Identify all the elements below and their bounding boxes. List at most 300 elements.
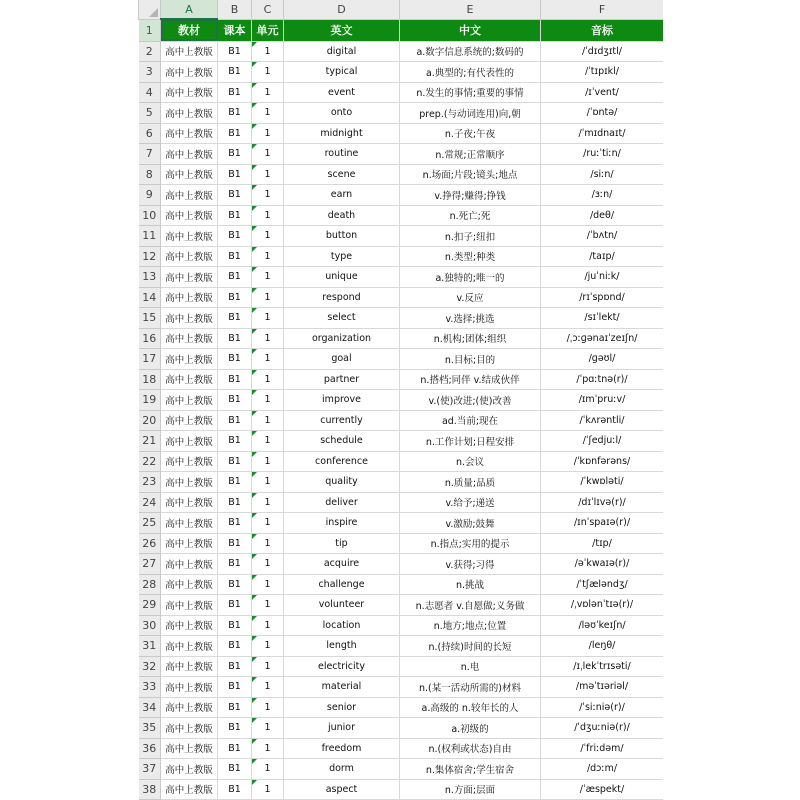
cell-chinese[interactable]: v.激励;鼓舞 (400, 513, 541, 534)
cell-unit[interactable]: 1 (252, 267, 284, 288)
cell-book[interactable]: B1 (218, 349, 252, 370)
cell-chinese[interactable]: a.独特的;唯一的 (400, 267, 541, 288)
table-row (139, 226, 664, 247)
cell-english[interactable]: death (284, 205, 400, 226)
table-row (139, 410, 664, 431)
cell-textbook[interactable]: 高中上教版 (161, 615, 218, 636)
cell-phonetic[interactable]: /rɪˈspɒnd/ (541, 287, 664, 308)
cell-unit[interactable]: 1 (252, 718, 284, 739)
cell-english[interactable]: senior (284, 697, 400, 718)
cell-textbook[interactable]: 高中上教版 (161, 267, 218, 288)
cell-textbook[interactable]: 高中上教版 (161, 779, 218, 800)
cell-phonetic[interactable]: /ˈtɪpɪkl/ (541, 62, 664, 83)
cell-book[interactable]: B1 (218, 410, 252, 431)
cell-book[interactable]: B1 (218, 308, 252, 329)
cell-textbook[interactable]: 高中上教版 (161, 533, 218, 554)
cell-book[interactable]: B1 (218, 636, 252, 657)
cell-textbook[interactable]: 高中上教版 (161, 574, 218, 595)
cell-unit[interactable]: 1 (252, 328, 284, 349)
cell-phonetic[interactable]: /ˈmɪdnaɪt/ (541, 123, 664, 144)
row-header[interactable]: 19 (139, 390, 161, 411)
cell-english[interactable]: onto (284, 103, 400, 124)
cell-chinese[interactable]: prep.(与动词连用)向,朝 (400, 103, 541, 124)
cell-chinese[interactable]: n.志愿者 v.自愿做;义务做 (400, 595, 541, 616)
cell-english[interactable]: freedom (284, 738, 400, 759)
table-row (139, 697, 664, 718)
cell-unit[interactable]: 1 (252, 123, 284, 144)
cell-unit[interactable]: 1 (252, 574, 284, 595)
cell-book[interactable]: B1 (218, 738, 252, 759)
cell-textbook[interactable]: 高中上教版 (161, 451, 218, 472)
cell-chinese[interactable]: n.(权利或状态)自由 (400, 738, 541, 759)
row-header[interactable]: 16 (139, 328, 161, 349)
column-header-e[interactable]: E (400, 0, 541, 19)
row-header[interactable]: 2 (139, 41, 161, 62)
cell-textbook[interactable]: 高中上教版 (161, 246, 218, 267)
cell-textbook[interactable]: 高中上教版 (161, 472, 218, 493)
cell-unit[interactable]: 1 (252, 513, 284, 534)
cell-phonetic[interactable]: /ˈbʌtn/ (541, 226, 664, 247)
cell-english[interactable]: type (284, 246, 400, 267)
row-header[interactable]: 12 (139, 246, 161, 267)
cell-textbook[interactable]: 高中上教版 (161, 205, 218, 226)
cell-book[interactable]: B1 (218, 595, 252, 616)
cell-chinese[interactable]: a.初级的 (400, 718, 541, 739)
spreadsheet-table (138, 0, 663, 800)
cell-english[interactable]: event (284, 82, 400, 103)
cell-unit[interactable]: 1 (252, 554, 284, 575)
header-cell-unit[interactable]: 单元 (252, 19, 284, 41)
row-header[interactable]: 32 (139, 656, 161, 677)
cell-english[interactable]: unique (284, 267, 400, 288)
cell-unit[interactable]: 1 (252, 369, 284, 390)
cell-chinese[interactable]: n.扣子;纽扣 (400, 226, 541, 247)
cell-textbook[interactable]: 高中上教版 (161, 144, 218, 165)
cell-phonetic[interactable]: /ˌɔːɡənaɪˈzeɪʃn/ (541, 328, 664, 349)
cell-book[interactable]: B1 (218, 390, 252, 411)
table-row (139, 738, 664, 759)
cell-textbook[interactable]: 高中上教版 (161, 636, 218, 657)
cell-unit[interactable]: 1 (252, 41, 284, 62)
cell-phonetic[interactable]: /ɪˈvent/ (541, 82, 664, 103)
table-row (139, 185, 664, 206)
cell-unit[interactable]: 1 (252, 349, 284, 370)
cell-unit[interactable]: 1 (252, 472, 284, 493)
cell-phonetic[interactable]: /əˈkwaɪə(r)/ (541, 554, 664, 575)
cell-book[interactable]: B1 (218, 369, 252, 390)
cell-unit[interactable]: 1 (252, 246, 284, 267)
cell-unit[interactable]: 1 (252, 615, 284, 636)
spreadsheet-grid[interactable] (138, 0, 663, 800)
cell-english[interactable]: material (284, 677, 400, 698)
row-header[interactable]: 7 (139, 144, 161, 165)
cell-phonetic[interactable]: /ɡəʊl/ (541, 349, 664, 370)
row-header[interactable]: 21 (139, 431, 161, 452)
cell-textbook[interactable]: 高中上教版 (161, 185, 218, 206)
cell-phonetic[interactable]: /taɪp/ (541, 246, 664, 267)
cell-unit[interactable]: 1 (252, 287, 284, 308)
cell-phonetic[interactable]: /ˈkɒnfərəns/ (541, 451, 664, 472)
cell-phonetic[interactable]: /juˈniːk/ (541, 267, 664, 288)
select-all-corner[interactable] (139, 0, 161, 19)
column-header-c[interactable]: C (252, 0, 284, 19)
cell-unit[interactable]: 1 (252, 738, 284, 759)
table-header-row (139, 19, 664, 41)
row-header[interactable]: 10 (139, 205, 161, 226)
cell-chinese[interactable]: v.挣得;赚得;挣钱 (400, 185, 541, 206)
cell-phonetic[interactable]: /ˈfriːdəm/ (541, 738, 664, 759)
cell-english[interactable]: electricity (284, 656, 400, 677)
cell-unit[interactable]: 1 (252, 431, 284, 452)
cell-phonetic[interactable]: /ˈkʌrəntli/ (541, 410, 664, 431)
cell-english[interactable]: conference (284, 451, 400, 472)
cell-english[interactable]: improve (284, 390, 400, 411)
cell-book[interactable]: B1 (218, 513, 252, 534)
cell-chinese[interactable]: n.地方;地点;位置 (400, 615, 541, 636)
cell-book[interactable]: B1 (218, 677, 252, 698)
cell-unit[interactable]: 1 (252, 62, 284, 83)
cell-chinese[interactable]: a.高级的 n.较年长的人 (400, 697, 541, 718)
cell-chinese[interactable]: n.搭档;同伴 v.结成伙伴 (400, 369, 541, 390)
cell-textbook[interactable]: 高中上教版 (161, 103, 218, 124)
header-cell-book[interactable]: 课本 (218, 19, 252, 41)
cell-book[interactable]: B1 (218, 779, 252, 800)
cell-book[interactable]: B1 (218, 492, 252, 513)
cell-unit[interactable]: 1 (252, 492, 284, 513)
table-row (139, 287, 664, 308)
cell-english[interactable]: button (284, 226, 400, 247)
cell-book[interactable]: B1 (218, 615, 252, 636)
table-row (139, 431, 664, 452)
cell-chinese[interactable]: n.会议 (400, 451, 541, 472)
cell-english[interactable]: challenge (284, 574, 400, 595)
column-header-row (139, 0, 664, 19)
cell-phonetic[interactable]: /leŋθ/ (541, 636, 664, 657)
cell-english[interactable]: select (284, 308, 400, 329)
row-header[interactable]: 13 (139, 267, 161, 288)
cell-chinese[interactable]: v.反应 (400, 287, 541, 308)
table-row (139, 103, 664, 124)
row-header[interactable]: 4 (139, 82, 161, 103)
cell-phonetic[interactable]: /ɪnˈspaɪə(r)/ (541, 513, 664, 534)
cell-unit[interactable]: 1 (252, 656, 284, 677)
row-header[interactable]: 17 (139, 349, 161, 370)
row-header[interactable]: 37 (139, 759, 161, 780)
cell-chinese[interactable]: n.发生的事情;重要的事情 (400, 82, 541, 103)
cell-english[interactable]: junior (284, 718, 400, 739)
cell-textbook[interactable]: 高中上教版 (161, 287, 218, 308)
cell-phonetic[interactable]: /ˌvɒlənˈtɪə(r)/ (541, 595, 664, 616)
cell-phonetic[interactable]: /ˈɒntə/ (541, 103, 664, 124)
cell-textbook[interactable]: 高中上教版 (161, 390, 218, 411)
cell-chinese[interactable]: n.机构;团体;组织 (400, 328, 541, 349)
table-row (139, 492, 664, 513)
cell-unit[interactable]: 1 (252, 308, 284, 329)
cell-english[interactable]: goal (284, 349, 400, 370)
cell-book[interactable]: B1 (218, 759, 252, 780)
cell-book[interactable]: B1 (218, 472, 252, 493)
cell-phonetic[interactable]: /ˈsiːniə(r)/ (541, 697, 664, 718)
cell-chinese[interactable]: n.工作计划;日程安排 (400, 431, 541, 452)
row-header[interactable]: 8 (139, 164, 161, 185)
cell-chinese[interactable]: v.获得;习得 (400, 554, 541, 575)
cell-book[interactable]: B1 (218, 431, 252, 452)
cell-english[interactable]: volunteer (284, 595, 400, 616)
cell-unit[interactable]: 1 (252, 205, 284, 226)
cell-textbook[interactable]: 高中上教版 (161, 718, 218, 739)
cell-phonetic[interactable]: /tɪp/ (541, 533, 664, 554)
cell-book[interactable]: B1 (218, 123, 252, 144)
cell-unit[interactable]: 1 (252, 164, 284, 185)
cell-chinese[interactable]: n.子夜;午夜 (400, 123, 541, 144)
row-header[interactable]: 9 (139, 185, 161, 206)
cell-chinese[interactable]: v.给予;递送 (400, 492, 541, 513)
cell-english[interactable]: acquire (284, 554, 400, 575)
cell-chinese[interactable]: n.集体宿舍;学生宿舍 (400, 759, 541, 780)
row-header[interactable]: 6 (139, 123, 161, 144)
cell-english[interactable]: deliver (284, 492, 400, 513)
cell-book[interactable]: B1 (218, 451, 252, 472)
cell-phonetic[interactable]: /məˈtɪəriəl/ (541, 677, 664, 698)
cell-book[interactable]: B1 (218, 656, 252, 677)
cell-english[interactable]: typical (284, 62, 400, 83)
cell-book[interactable]: B1 (218, 718, 252, 739)
cell-textbook[interactable]: 高中上教版 (161, 41, 218, 62)
table-row (139, 369, 664, 390)
cell-book[interactable]: B1 (218, 574, 252, 595)
row-header[interactable]: 25 (139, 513, 161, 534)
cell-phonetic[interactable]: /dɔːm/ (541, 759, 664, 780)
column-header-d[interactable]: D (284, 0, 400, 19)
cell-english[interactable]: aspect (284, 779, 400, 800)
cell-textbook[interactable]: 高中上教版 (161, 759, 218, 780)
cell-phonetic[interactable]: /ɪˌlekˈtrɪsəti/ (541, 656, 664, 677)
cell-textbook[interactable]: 高中上教版 (161, 677, 218, 698)
cell-chinese[interactable]: n.电 (400, 656, 541, 677)
row-header[interactable]: 23 (139, 472, 161, 493)
header-cell-phonetic[interactable]: 音标 (541, 19, 664, 41)
cell-chinese[interactable]: v.(使)改进;(使)改善 (400, 390, 541, 411)
cell-book[interactable]: B1 (218, 287, 252, 308)
table-row (139, 123, 664, 144)
cell-english[interactable]: earn (284, 185, 400, 206)
cell-phonetic[interactable]: /deθ/ (541, 205, 664, 226)
cell-phonetic[interactable]: /ˈtʃæləndʒ/ (541, 574, 664, 595)
cell-english[interactable]: quality (284, 472, 400, 493)
row-header[interactable]: 3 (139, 62, 161, 83)
table-row (139, 677, 664, 698)
cell-textbook[interactable]: 高中上教版 (161, 697, 218, 718)
table-row (139, 308, 664, 329)
cell-textbook[interactable]: 高中上教版 (161, 226, 218, 247)
cell-unit[interactable]: 1 (252, 595, 284, 616)
cell-textbook[interactable]: 高中上教版 (161, 410, 218, 431)
cell-textbook[interactable]: 高中上教版 (161, 82, 218, 103)
cell-english[interactable]: organization (284, 328, 400, 349)
cell-chinese[interactable]: n.指点;实用的提示 (400, 533, 541, 554)
header-cell-english[interactable]: 英文 (284, 19, 400, 41)
row-header[interactable]: 22 (139, 451, 161, 472)
cell-unit[interactable]: 1 (252, 82, 284, 103)
cell-textbook[interactable]: 高中上教版 (161, 656, 218, 677)
column-header-f[interactable]: F (541, 0, 664, 19)
cell-phonetic[interactable]: /ruːˈtiːn/ (541, 144, 664, 165)
table-row (139, 656, 664, 677)
cell-textbook[interactable]: 高中上教版 (161, 164, 218, 185)
table-row (139, 636, 664, 657)
row-header[interactable]: 29 (139, 595, 161, 616)
cell-book[interactable]: B1 (218, 246, 252, 267)
cell-unit[interactable]: 1 (252, 533, 284, 554)
cell-english[interactable]: length (284, 636, 400, 657)
row-header[interactable]: 30 (139, 615, 161, 636)
cell-textbook[interactable]: 高中上教版 (161, 738, 218, 759)
table-row (139, 574, 664, 595)
cell-english[interactable]: tip (284, 533, 400, 554)
table-row (139, 718, 664, 739)
cell-phonetic[interactable]: /siːn/ (541, 164, 664, 185)
cell-chinese[interactable]: n.常规;正常顺序 (400, 144, 541, 165)
cell-english[interactable]: midnight (284, 123, 400, 144)
cell-book[interactable]: B1 (218, 533, 252, 554)
cell-chinese[interactable]: a.典型的;有代表性的 (400, 62, 541, 83)
cell-chinese[interactable]: ad.当前;现在 (400, 410, 541, 431)
cell-chinese[interactable]: n.(某一活动所需的)材料 (400, 677, 541, 698)
cell-chinese[interactable]: n.死亡;死 (400, 205, 541, 226)
cell-textbook[interactable]: 高中上教版 (161, 308, 218, 329)
row-header[interactable]: 24 (139, 492, 161, 513)
cell-book[interactable]: B1 (218, 62, 252, 83)
row-header[interactable]: 18 (139, 369, 161, 390)
cell-unit[interactable]: 1 (252, 779, 284, 800)
cell-chinese[interactable]: n.(持续)时间的长短 (400, 636, 541, 657)
cell-textbook[interactable]: 高中上教版 (161, 554, 218, 575)
select-all-triangle-icon (149, 8, 158, 17)
row-header[interactable]: 27 (139, 554, 161, 575)
cell-unit[interactable]: 1 (252, 185, 284, 206)
row-header[interactable]: 28 (139, 574, 161, 595)
cell-english[interactable]: scene (284, 164, 400, 185)
cell-english[interactable]: partner (284, 369, 400, 390)
cell-english[interactable]: digital (284, 41, 400, 62)
cell-phonetic[interactable]: /ˈkwɒləti/ (541, 472, 664, 493)
cell-unit[interactable]: 1 (252, 144, 284, 165)
cell-phonetic[interactable]: /ɪmˈpruːv/ (541, 390, 664, 411)
cell-chinese[interactable]: n.目标;目的 (400, 349, 541, 370)
row-header[interactable]: 31 (139, 636, 161, 657)
row-header[interactable]: 20 (139, 410, 161, 431)
cell-phonetic[interactable]: /ɜːn/ (541, 185, 664, 206)
cell-chinese[interactable]: v.选择;挑选 (400, 308, 541, 329)
cell-textbook[interactable]: 高中上教版 (161, 123, 218, 144)
cell-book[interactable]: B1 (218, 205, 252, 226)
cell-unit[interactable]: 1 (252, 697, 284, 718)
table-row (139, 595, 664, 616)
row-header[interactable]: 14 (139, 287, 161, 308)
table-row (139, 82, 664, 103)
cell-phonetic[interactable]: /ˈpɑːtnə(r)/ (541, 369, 664, 390)
cell-unit[interactable]: 1 (252, 636, 284, 657)
cell-book[interactable]: B1 (218, 267, 252, 288)
cell-textbook[interactable]: 高中上教版 (161, 431, 218, 452)
cell-english[interactable]: currently (284, 410, 400, 431)
table-row (139, 144, 664, 165)
cell-chinese[interactable]: n.类型;种类 (400, 246, 541, 267)
row-header[interactable]: 15 (139, 308, 161, 329)
cell-phonetic[interactable]: /dɪˈlɪvə(r)/ (541, 492, 664, 513)
cell-textbook[interactable]: 高中上教版 (161, 369, 218, 390)
cell-book[interactable]: B1 (218, 82, 252, 103)
cell-textbook[interactable]: 高中上教版 (161, 349, 218, 370)
cell-unit[interactable]: 1 (252, 226, 284, 247)
row-header[interactable]: 11 (139, 226, 161, 247)
row-header-1[interactable]: 1 (139, 19, 161, 41)
cell-phonetic[interactable]: /ˈdʒuːniə(r)/ (541, 718, 664, 739)
row-header[interactable]: 35 (139, 718, 161, 739)
cell-chinese[interactable]: n.方面;层面 (400, 779, 541, 800)
cell-book[interactable]: B1 (218, 554, 252, 575)
cell-chinese[interactable]: n.质量;品质 (400, 472, 541, 493)
cell-english[interactable]: location (284, 615, 400, 636)
cell-textbook[interactable]: 高中上教版 (161, 492, 218, 513)
header-cell-chinese[interactable]: 中文 (400, 19, 541, 41)
cell-book[interactable]: B1 (218, 226, 252, 247)
row-header[interactable]: 33 (139, 677, 161, 698)
cell-textbook[interactable]: 高中上教版 (161, 62, 218, 83)
cell-book[interactable]: B1 (218, 164, 252, 185)
cell-unit[interactable]: 1 (252, 759, 284, 780)
column-header-a[interactable]: A (161, 0, 218, 19)
cell-unit[interactable]: 1 (252, 103, 284, 124)
cell-unit[interactable]: 1 (252, 390, 284, 411)
cell-book[interactable]: B1 (218, 185, 252, 206)
cell-english[interactable]: dorm (284, 759, 400, 780)
cell-english[interactable]: respond (284, 287, 400, 308)
cell-unit[interactable]: 1 (252, 451, 284, 472)
cell-phonetic[interactable]: /ˈdɪdʒɪtl/ (541, 41, 664, 62)
cell-phonetic[interactable]: /ˈæspekt/ (541, 779, 664, 800)
column-header-b[interactable]: B (218, 0, 252, 19)
cell-unit[interactable]: 1 (252, 677, 284, 698)
header-cell-textbook[interactable]: 教材 (161, 19, 218, 41)
cell-book[interactable]: B1 (218, 328, 252, 349)
row-header[interactable]: 36 (139, 738, 161, 759)
cell-phonetic[interactable]: /sɪˈlekt/ (541, 308, 664, 329)
cell-english[interactable]: schedule (284, 431, 400, 452)
cell-phonetic[interactable]: /ləʊˈkeɪʃn/ (541, 615, 664, 636)
cell-english[interactable]: routine (284, 144, 400, 165)
cell-book[interactable]: B1 (218, 697, 252, 718)
table-row (139, 513, 664, 534)
cell-textbook[interactable]: 高中上教版 (161, 595, 218, 616)
cell-english[interactable]: inspire (284, 513, 400, 534)
cell-book[interactable]: B1 (218, 144, 252, 165)
cell-book[interactable]: B1 (218, 41, 252, 62)
row-header[interactable]: 34 (139, 697, 161, 718)
cell-textbook[interactable]: 高中上教版 (161, 328, 218, 349)
cell-chinese[interactable]: a.数字信息系统的;数码的 (400, 41, 541, 62)
row-header[interactable]: 5 (139, 103, 161, 124)
cell-phonetic[interactable]: /ˈʃedjuːl/ (541, 431, 664, 452)
cell-unit[interactable]: 1 (252, 410, 284, 431)
cell-book[interactable]: B1 (218, 103, 252, 124)
cell-chinese[interactable]: n.场面;片段;镜头;地点 (400, 164, 541, 185)
row-header[interactable]: 38 (139, 779, 161, 800)
row-header[interactable]: 26 (139, 533, 161, 554)
table-row (139, 759, 664, 780)
cell-chinese[interactable]: n.挑战 (400, 574, 541, 595)
cell-textbook[interactable]: 高中上教版 (161, 513, 218, 534)
